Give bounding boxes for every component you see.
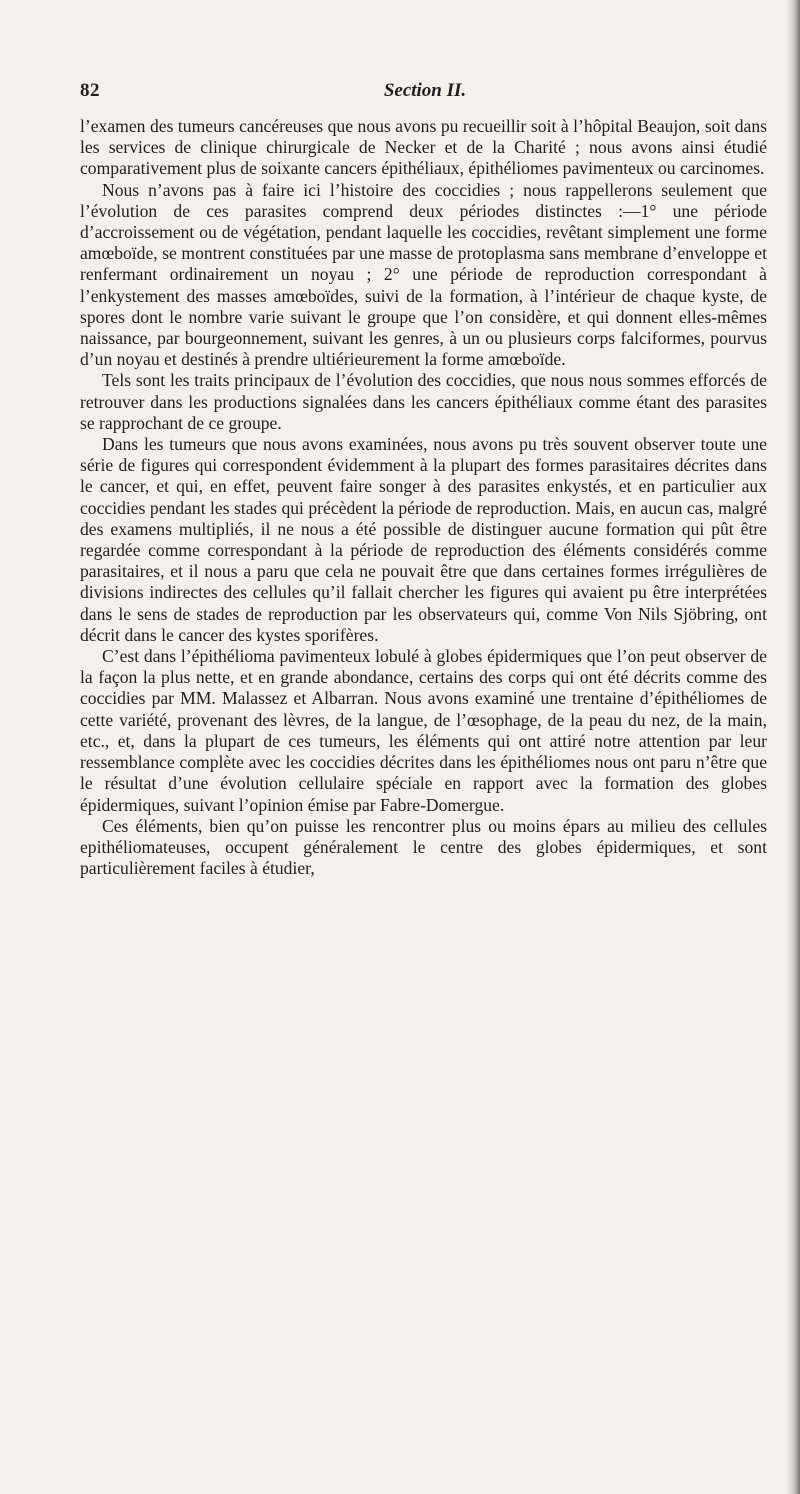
page-number: 82	[80, 80, 100, 101]
paragraph: Tels sont les traits principaux de l’évolution des coccidies, que nous nous sommes efforcés de retrouver dans les productions signalées dans les cancers épithéliaux comme étant des parasites se rapprochant de ce groupe.	[80, 370, 767, 433]
paragraph: l’examen des tumeurs cancéreuses que nous avons pu recueillir soit à l’hôpital Beaujon, soit dans les services de clinique chirurgicale de Necker et de la Charité ; nous avons ainsi étudié comparativement plus de soixante cancers épithéliaux, épithéliomes pavimenteux ou carcinomes.	[80, 116, 767, 179]
page-edge-shadow	[786, 0, 800, 1494]
paragraph: C’est dans l’épithélioma pavimenteux lobulé à globes épidermiques que l’on peut observer de la façon la plus nette, et en grande abondance, certains des corps qui ont été décrits comme des coccidies par MM. Malassez et Albarran. Nous avons examiné une trentaine d’épithéliomes de cette variété, provenant des lèvres, de la langue, de l’œsophage, de la peau du nez, de la main, etc., et, dans la plupart de ces tumeurs, les éléments qui ont attiré notre attention par leur ressemblance complète avec les coccidies décrites dans les épithéliomes nous ont paru n’être que le résultat d’une évolution cellulaire spéciale en rapport avec la formation des globes épidermiques, suivant l’opinion émise par Fabre-Domergue.	[80, 646, 767, 815]
paragraph: Dans les tumeurs que nous avons examinées, nous avons pu très souvent observer toute une série de figures qui correspondent évidemment à la plupart des formes parasitaires décrites dans le cancer, et qui, en effet, peuvent faire songer à des parasites enkystés, et en particulier aux coccidies pendant les stades qui précèdent la période de reproduction. Mais, en aucun cas, malgré des examens multipliés, il ne nous a été possible de distinguer aucune formation qui pût être regardée comme correspondant à la période de reproduction des éléments considérés comme parasitaires, et il nous a paru que cela ne pouvait être que dans certaines formes irrégulières de divisions indirectes des cellules qu’il fallait chercher les figures qui avaient pu être interprétées dans le sens de stades de reproduction par les observateurs qui, comme Von Nils Sjöbring, ont décrit dans le cancer des kystes sporifères.	[80, 434, 767, 645]
page-header	[80, 80, 770, 110]
running-title: Section II.	[383, 80, 467, 101]
paragraph: Nous n’avons pas à faire ici l’histoire des coccidies ; nous rappellerons seulement que l’évolution de ces parasites comprend deux périodes distinctes :—1° une période d’accroissement ou de végétation, pendant laquelle les coccidies, revêtant simplement une forme amœboïde, se montrent constituées par une masse de protoplasma sans membrane d’enveloppe et renfermant ordinairement un noyau ; 2° une période de reproduction correspondant à l’enkystement des masses amœboïdes, suivi de la formation, à l’intérieur de chaque kyste, de spores dont le nombre varie suivant le groupe que l’on considère, et qui donnent elles-mêmes naissance, par bourgeonnement, suivant les genres, à un ou plusieurs corps falciformes, pourvus d’un noyau et destinés à prendre ultiérieurement la forme amœboïde.	[80, 179, 767, 370]
body-text	[80, 116, 767, 879]
paragraph: Ces éléments, bien qu’on puisse les rencontrer plus ou moins épars au milieu des cellules epithéliomateuses, occupent généralement le centre des globes épidermiques, et sont particulièrement faciles à étudier,	[80, 815, 767, 879]
